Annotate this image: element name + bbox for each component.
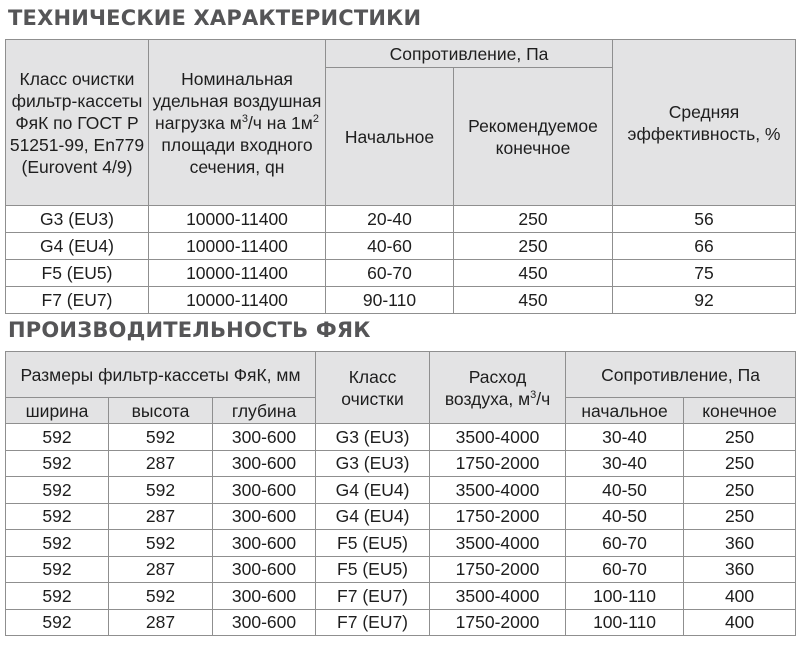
perf-table-row-cell: 592 (109, 530, 213, 557)
perf-table-row-cell: F7 (EU7) (316, 583, 430, 610)
perf-table-row (6, 477, 796, 504)
perf-table-row-cell: 592 (6, 609, 109, 636)
spec-table-row-cell: F5 (EU5) (6, 260, 149, 287)
spec-table-row-cell: 10000-11400 (149, 206, 326, 233)
perf-table-row-cell: G3 (EU3) (316, 424, 430, 451)
perf-table-row-cell: 592 (109, 477, 213, 504)
spec-table-row-cell: 250 (454, 233, 613, 260)
perf-table-row-cell: 592 (109, 424, 213, 451)
perf-table-row-cell: 250 (684, 450, 796, 477)
spec-table-row-cell: 75 (613, 260, 796, 287)
perf-table-row-cell: 287 (109, 450, 213, 477)
perf-table-row-cell: G3 (EU3) (316, 450, 430, 477)
perf-table-row (6, 530, 796, 557)
perf-table-row-cell: 287 (109, 556, 213, 583)
perf-table-row-cell: 1750-2000 (430, 609, 566, 636)
spec-table-row-cell: F7 (EU7) (6, 287, 149, 314)
perf-table-row-cell: 60-70 (566, 556, 684, 583)
spec-header-recommended-final: Рекомендуемое конечное (454, 68, 613, 206)
perf-table-row-cell: F7 (EU7) (316, 609, 430, 636)
spec-table-row-cell: G3 (EU3) (6, 206, 149, 233)
perf-table-row-cell: 287 (109, 503, 213, 530)
spec-table-row-cell: 60-70 (326, 260, 454, 287)
perf-table-row-cell: 40-50 (566, 503, 684, 530)
spec-header-initial: Начальное (326, 68, 454, 206)
perf-table-row-cell: 3500-4000 (430, 583, 566, 610)
perf-table-row-cell: 100-110 (566, 609, 684, 636)
perf-table-body (6, 424, 796, 636)
perf-table-row-cell: 250 (684, 503, 796, 530)
perf-table-row-cell: 300-600 (213, 424, 316, 451)
perf-table-row-cell: 300-600 (213, 477, 316, 504)
perf-table-row-cell: 3500-4000 (430, 530, 566, 557)
perf-table-row-cell: 592 (6, 583, 109, 610)
spec-table-row-cell: 56 (613, 206, 796, 233)
perf-table-row-cell: 360 (684, 530, 796, 557)
perf-table-row-cell: 592 (6, 424, 109, 451)
perf-table-row-cell: 100-110 (566, 583, 684, 610)
perf-table-row-cell: 400 (684, 583, 796, 610)
perf-table-row-cell: 1750-2000 (430, 503, 566, 530)
perf-header-height: высота (109, 398, 213, 424)
perf-header-final: конечное (684, 398, 796, 424)
perf-table-row (6, 583, 796, 610)
spec-table-row (6, 260, 796, 287)
perf-header-sizes: Размеры фильтр-кассеты ФяК, мм (6, 352, 316, 398)
spec-table-row-cell: G4 (EU4) (6, 233, 149, 260)
perf-table-row-cell: F5 (EU5) (316, 530, 430, 557)
perf-table-row-cell: 287 (109, 609, 213, 636)
perf-table-row (6, 609, 796, 636)
spec-table-row-cell: 450 (454, 287, 613, 314)
perf-header-resistance: Сопротивление, Па (566, 352, 796, 398)
perf-table-row-cell: 592 (6, 530, 109, 557)
perf-header-initial: начальное (566, 398, 684, 424)
perf-table-row-cell: 60-70 (566, 530, 684, 557)
perf-table-row-cell: 592 (6, 450, 109, 477)
perf-section-title: ПРОИЗВОДИТЕЛЬНОСТЬ ФЯК (8, 318, 371, 342)
perf-table-row-cell: 300-600 (213, 609, 316, 636)
perf-table-row-cell: F5 (EU5) (316, 556, 430, 583)
perf-table-row-cell: 3500-4000 (430, 424, 566, 451)
perf-table-row-cell: 250 (684, 477, 796, 504)
perf-table-row-cell: 40-50 (566, 477, 684, 504)
perf-table-row-cell: 1750-2000 (430, 450, 566, 477)
perf-table-row-cell: 300-600 (213, 556, 316, 583)
spec-table-row (6, 287, 796, 314)
perf-table-row-cell: 592 (109, 583, 213, 610)
perf-table-row-cell: 300-600 (213, 530, 316, 557)
spec-header-class: Класс очистки фильтр-кассеты ФяК по ГОСТ Р 51251-99, En779 (Eurovent 4/9) (6, 40, 149, 206)
spec-header-resistance: Сопротивление, Па (326, 40, 613, 68)
spec-table-row-cell: 20-40 (326, 206, 454, 233)
perf-table-row-cell: 30-40 (566, 424, 684, 451)
perf-header-depth: глубина (213, 398, 316, 424)
spec-table-row-cell: 92 (613, 287, 796, 314)
spec-table-row-cell: 10000-11400 (149, 260, 326, 287)
perf-header-class: Класс очистки (316, 352, 430, 424)
perf-table-row-cell: G4 (EU4) (316, 503, 430, 530)
spec-header-efficiency: Средняя эффективность, % (613, 40, 796, 206)
perf-header-flow: Расход воздуха, $м^3/ч$ (430, 352, 566, 424)
perf-table (5, 351, 796, 636)
spec-table-row (6, 206, 796, 233)
spec-table-row-cell: 66 (613, 233, 796, 260)
perf-table-row-cell: G4 (EU4) (316, 477, 430, 504)
perf-table-row-cell: 592 (6, 556, 109, 583)
perf-table-row-cell: 3500-4000 (430, 477, 566, 504)
perf-table-row-cell: 300-600 (213, 450, 316, 477)
spec-table-row (6, 233, 796, 260)
perf-table-row (6, 450, 796, 477)
spec-table-row-cell: 90-110 (326, 287, 454, 314)
perf-table-row-cell: 300-600 (213, 583, 316, 610)
spec-table-row-cell: 250 (454, 206, 613, 233)
perf-table-row-cell: 1750-2000 (430, 556, 566, 583)
perf-table-row-cell: 592 (6, 503, 109, 530)
perf-table-row (6, 556, 796, 583)
spec-table-body (6, 206, 796, 314)
perf-table-row-cell: 300-600 (213, 503, 316, 530)
spec-table-row-cell: 450 (454, 260, 613, 287)
spec-table (5, 39, 796, 314)
perf-table-row-cell: 30-40 (566, 450, 684, 477)
perf-table-row (6, 424, 796, 451)
perf-table-row (6, 503, 796, 530)
perf-table-row-cell: 592 (6, 477, 109, 504)
perf-header-width: ширина (6, 398, 109, 424)
spec-section-title: ТЕХНИЧЕСКИЕ ХАРАКТЕРИСТИКИ (8, 6, 422, 30)
spec-table-row-cell: 10000-11400 (149, 287, 326, 314)
perf-table-row-cell: 400 (684, 609, 796, 636)
spec-header-load: Номинальная удельная воздушная нагрузка $м^3/ч$ на $1м^2$ площади входного сечения, qн (149, 40, 326, 206)
perf-table-row-cell: 250 (684, 424, 796, 451)
spec-table-row-cell: 10000-11400 (149, 233, 326, 260)
perf-table-row-cell: 360 (684, 556, 796, 583)
spec-table-row-cell: 40-60 (326, 233, 454, 260)
